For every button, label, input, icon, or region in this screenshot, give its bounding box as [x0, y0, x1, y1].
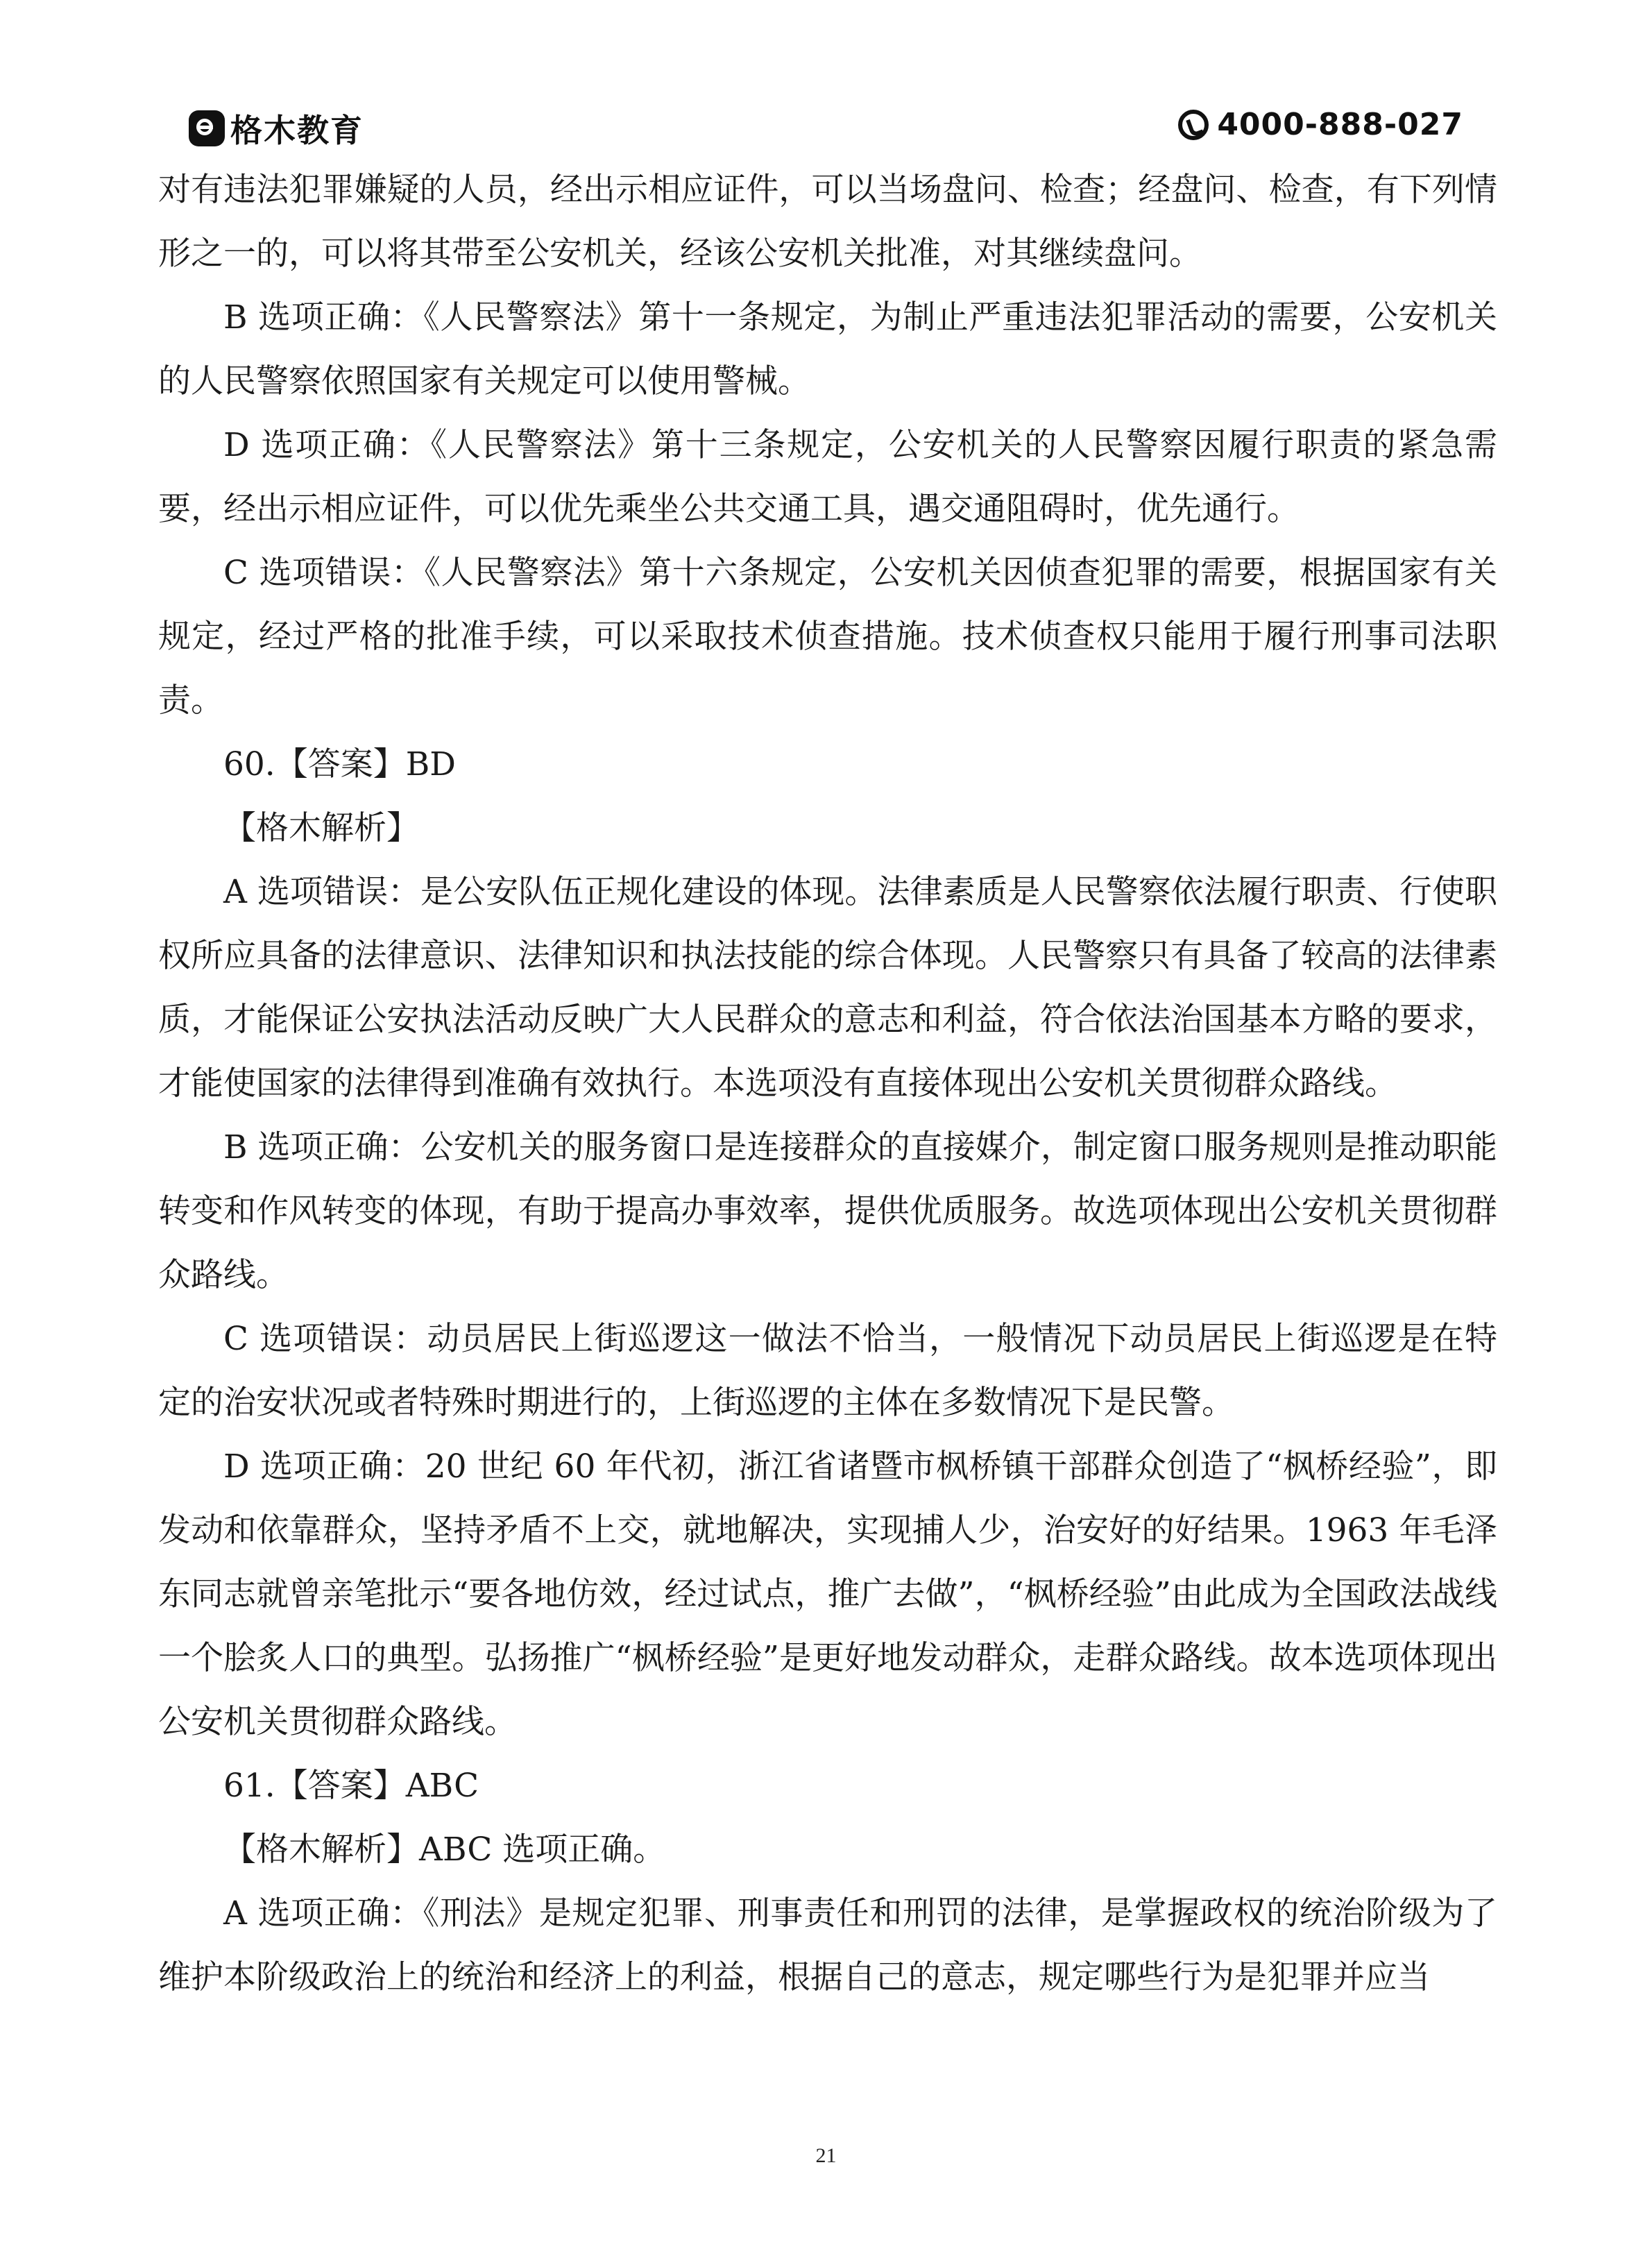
contact-phone	[1178, 107, 1463, 142]
phone-icon	[1178, 110, 1209, 140]
phone-number: 4000-888-027	[1217, 107, 1463, 142]
logo-icon	[189, 110, 225, 146]
paragraph: D 选项正确：20 世纪 60 年代初，浙江省诸暨市枫桥镇干部群众创造了“枫桥经验”，即发动和依靠群众，坚持矛盾不上交，就地解决，实现捕人少，治安好的好结果。1963 年毛泽东同志就曾亲笔批示“要各地仿效，经过试点，推广去做”，“枫桥经验”由此成为全国政法战线一个脍炙人口的典型。弘扬推广“枫桥经验”是更好地发动群众，走群众路线。故本选项体现出公安机关贯彻群众路线。	[158, 1447, 1497, 1741]
page-number: 21	[815, 2144, 837, 2167]
paragraph: C 选项错误：《人民警察法》第十六条规定，公安机关因侦查犯罪的需要，根据国家有关规定，经过严格的批准手续，可以采取技术侦查措施。技术侦查权只能用于履行刑事司法职责。	[158, 554, 1497, 720]
document-body	[158, 158, 1497, 2010]
brand-logo	[189, 105, 364, 151]
paragraph: C 选项错误：动员居民上街巡逻这一做法不恰当，一般情况下动员居民上街巡逻是在特定的治安状况或者特殊时期进行的，上街巡逻的主体在多数情况下是民警。	[158, 1320, 1497, 1422]
analysis-heading: 【格木解析】	[223, 809, 419, 847]
logo-text: 格木教育	[230, 112, 364, 149]
answer-heading: 60.【答案】BD	[223, 745, 456, 783]
paragraph: D 选项正确：《人民警察法》第十三条规定，公安机关的人民警察因履行职责的紧急需要，经出示相应证件，可以优先乘坐公共交通工具，遇交通阻碍时，优先通行。	[158, 426, 1497, 528]
paragraph: 对有违法犯罪嫌疑的人员，经出示相应证件，可以当场盘问、检查；经盘问、检查，有下列情形之一的，可以将其带至公安机关，经该公安机关批准，对其继续盘问。	[158, 171, 1497, 273]
paragraph: A 选项正确：《刑法》是规定犯罪、刑事责任和刑罚的法律，是掌握政权的统治阶级为了维护本阶级政治上的统治和经济上的利益，根据自己的意志，规定哪些行为是犯罪并应当	[158, 1894, 1497, 1996]
paragraph: A 选项错误：是公安队伍正规化建设的体现。法律素质是人民警察依法履行职责、行使职权所应具备的法律意识、法律知识和执法技能的综合体现。人民警察只有具备了较高的法律素质，才能保证公安执法活动反映广大人民群众的意志和利益，符合依法治国基本方略的要求，才能使国家的法律得到准确有效执行。本选项没有直接体现出公安机关贯彻群众路线。	[158, 873, 1497, 1103]
paragraph: B 选项正确：《人民警察法》第十一条规定，为制止严重违法犯罪活动的需要，公安机关的人民警察依照国家有关规定可以使用警械。	[158, 298, 1497, 400]
answer-heading: 61.【答案】ABC	[223, 1767, 479, 1805]
page-header	[189, 103, 1463, 151]
analysis-heading: 【格木解析】ABC 选项正确。	[223, 1831, 666, 1869]
paragraph: B 选项正确：公安机关的服务窗口是连接群众的直接媒介，制定窗口服务规则是推动职能转变和作风转变的体现，有助于提高办事效率，提供优质服务。故选项体现出公安机关贯彻群众路线。	[158, 1128, 1497, 1294]
